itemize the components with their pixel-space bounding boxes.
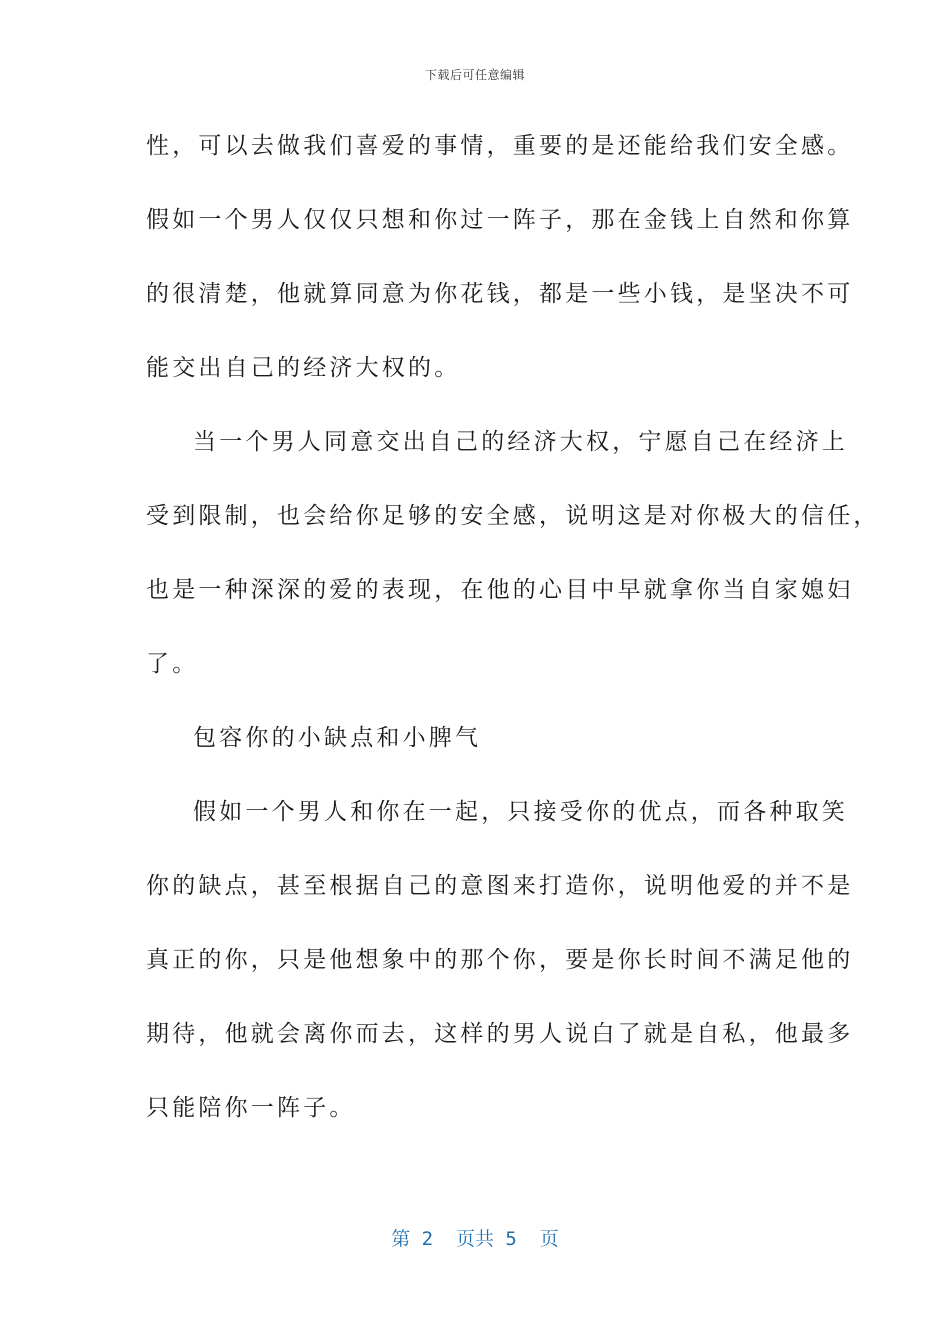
text-line: 只能陪你一阵子。 — [146, 1095, 356, 1121]
text-line: 你的缺点，甚至根据自己的意图来打造你，说明他爱的并不是 — [146, 873, 854, 899]
text-line: 也是一种深深的爱的表现，在他的心目中早就拿你当自家媳妇 — [146, 577, 854, 603]
text-line: 假如一个男人和你在一起，只接受你的优点，而各种取笑 — [193, 799, 848, 825]
text-line: 受到限制，也会给你足够的安全感，说明这是对你极大的信任， — [146, 503, 880, 529]
text-line: 当一个男人同意交出自己的经济大权，宁愿自己在经济上 — [193, 429, 848, 455]
section-heading: 包容你的小缺点和小脾气 — [193, 725, 482, 751]
text-line: 的很清楚，他就算同意为你花钱，都是一些小钱，是坚决不可 — [146, 281, 854, 307]
page-header: 下载后可任意编辑 — [424, 68, 525, 82]
text-line: 能交出自己的经济大权的。 — [146, 355, 461, 381]
text-line: 真正的你，只是他想象中的那个你，要是你长时间不满足他的 — [146, 947, 854, 973]
text-line: 了。 — [146, 651, 199, 677]
page-number: 第 2 页共 5 页 — [391, 1228, 559, 1250]
text-line: 性，可以去做我们喜爱的事情，重要的是还能给我们安全感。 — [146, 133, 854, 159]
text-line: 假如一个男人仅仅只想和你过一阵子，那在金钱上自然和你算 — [146, 207, 854, 233]
text-line: 期待，他就会离你而去，这样的男人说白了就是自私，他最多 — [146, 1021, 854, 1047]
document-body — [146, 126, 880, 1162]
